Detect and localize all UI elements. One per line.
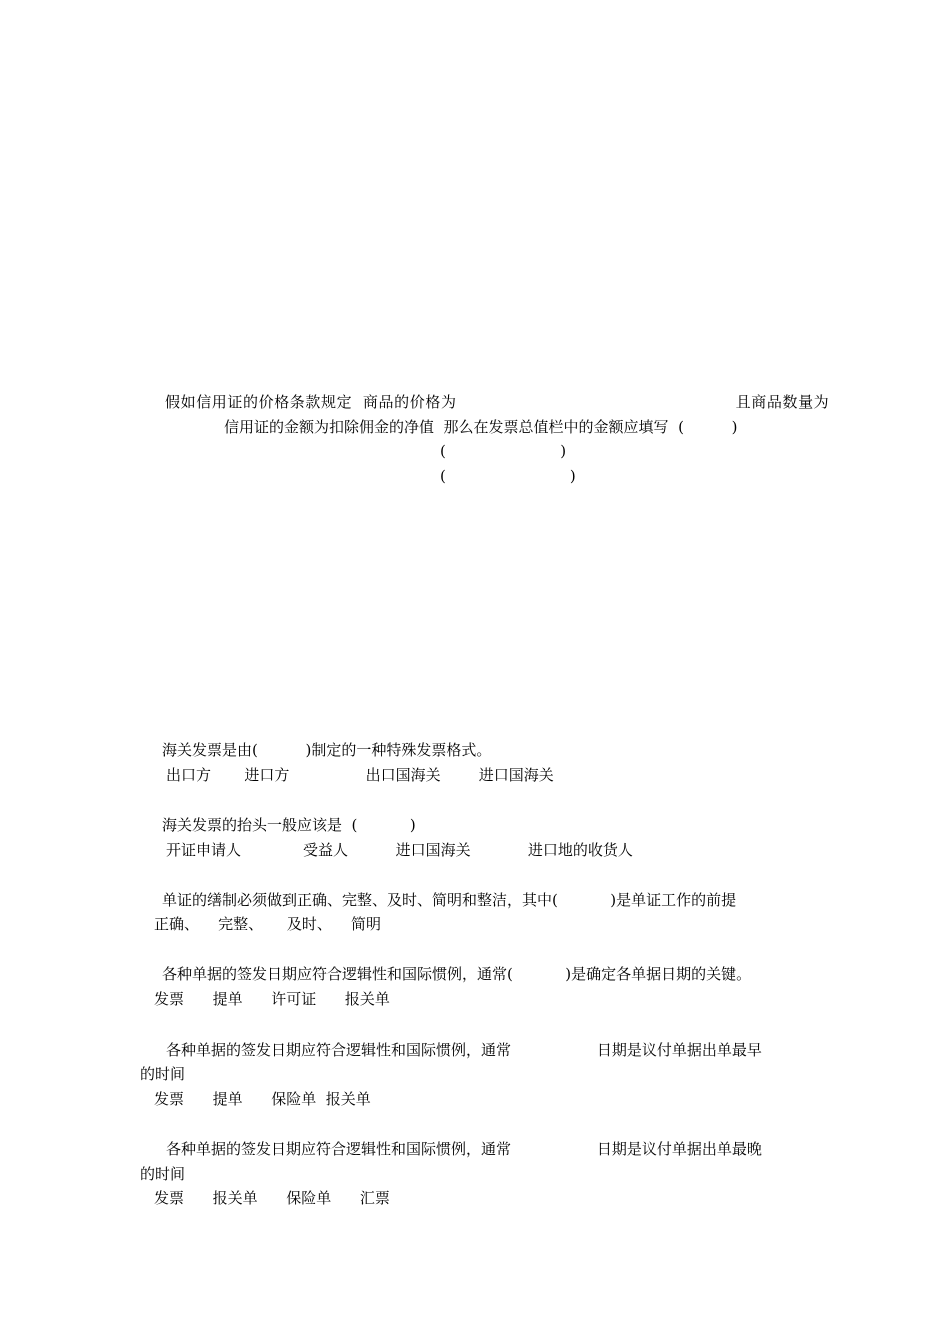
question-1-line-3: ( ) [440, 442, 567, 460]
question-1-line-4: ( ) [440, 467, 576, 485]
question-1-line-2: 信用证的金额为扣除佣金的净值 那么在发票总值栏中的金额应填写 ( ) [224, 418, 738, 436]
question-3-stem: 海关发票的抬头一般应该是 ( ) [162, 816, 416, 834]
question-2-options: 出口方 进口方 出口国海关 进口国海关 [166, 766, 554, 784]
question-4-options: 正确、 完整、 及时、 简明 [154, 915, 381, 933]
question-5-options: 发票 提单 许可证 报关单 [154, 990, 390, 1008]
question-5-stem: 各种单据的签发日期应符合逻辑性和国际惯例，通常( )是确定各单据日期的关键。 [162, 965, 752, 983]
question-6-stem-continued: 的时间 [140, 1065, 186, 1083]
question-6-stem: 各种单据的签发日期应符合逻辑性和国际惯例，通常 日期是议付单据出单最早 [166, 1041, 762, 1059]
question-7-stem: 各种单据的签发日期应符合逻辑性和国际惯例，通常 日期是议付单据出单最晚 [166, 1140, 762, 1158]
question-7-stem-continued: 的时间 [140, 1165, 186, 1183]
question-7-options: 发票 报关单 保险单 汇票 [154, 1189, 390, 1207]
question-1-line-1: 假如信用证的价格条款规定 商品的价格为 且商品数量为 [165, 393, 830, 411]
question-2-stem: 海关发票是由( )制定的一种特殊发票格式。 [162, 741, 492, 759]
question-4-stem: 单证的缮制必须做到正确、完整、及时、简明和整洁，其中( )是单证工作的前提 [162, 891, 737, 909]
question-3-options: 开证申请人 受益人 进口国海关 进口地的收货人 [166, 841, 633, 859]
question-6-options: 发票 提单 保险单 报关单 [154, 1090, 371, 1108]
